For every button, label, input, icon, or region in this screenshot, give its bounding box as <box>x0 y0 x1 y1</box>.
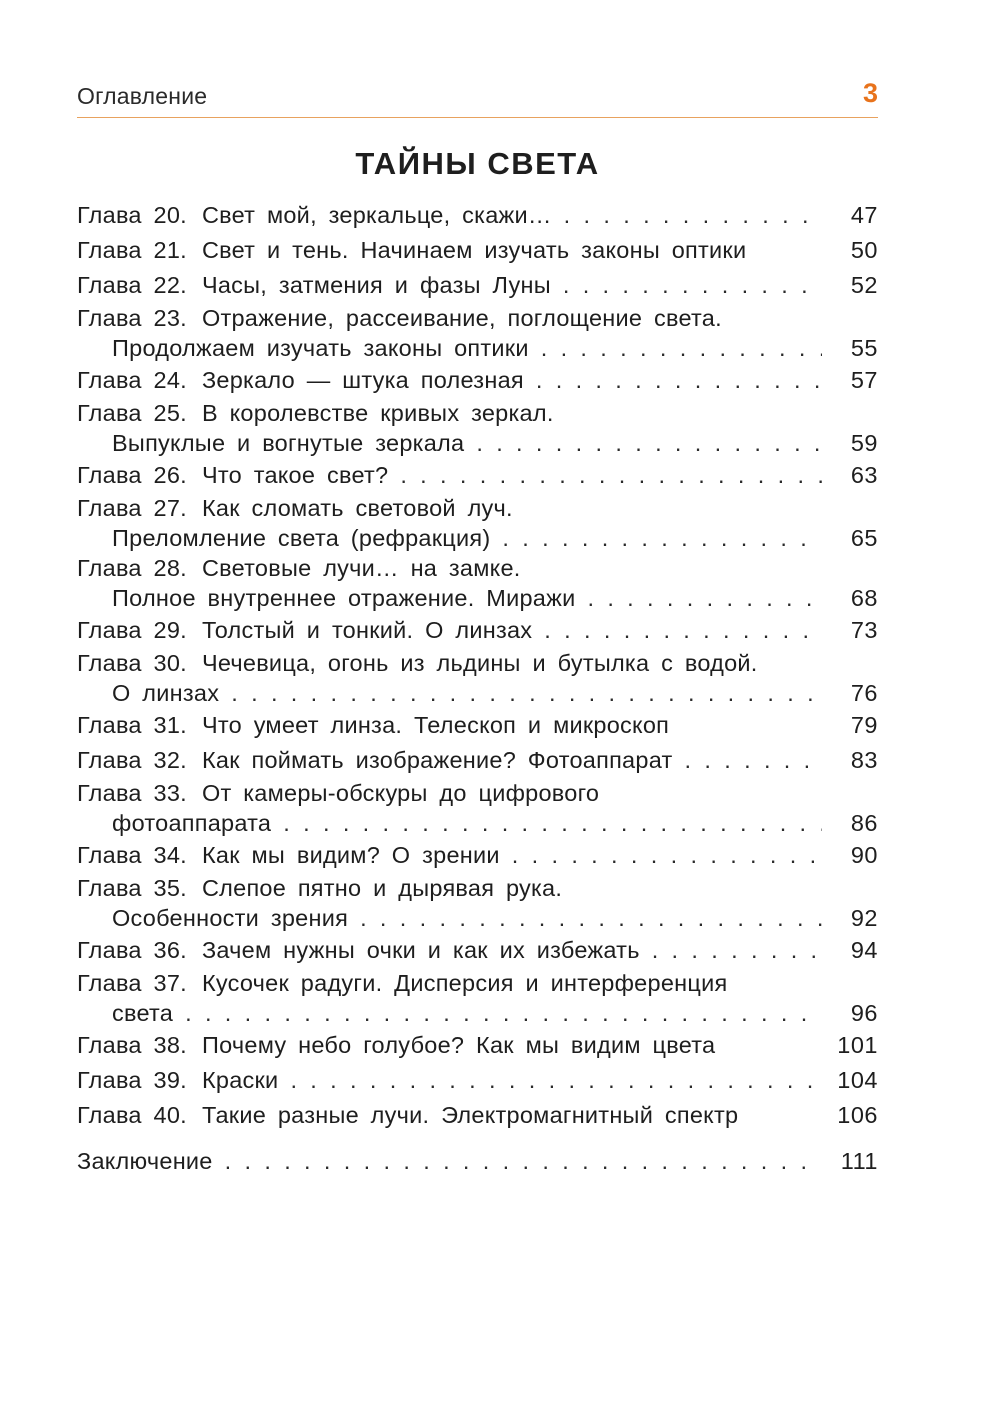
dot-leader <box>231 678 822 708</box>
page-number[interactable]: 86 <box>850 810 878 836</box>
chapter-title: света <box>112 1000 174 1026</box>
chapter-label: Глава 34. <box>77 842 187 868</box>
toc-entry-row <box>77 363 878 398</box>
page-number[interactable]: 65 <box>850 525 878 551</box>
chapter-title: О линзах <box>112 680 220 706</box>
toc-entry-row <box>77 1144 878 1179</box>
toc-entry-row <box>77 1028 878 1063</box>
chapter-label: Глава 28. <box>77 555 187 581</box>
toc-entry-row <box>77 233 878 268</box>
page-number[interactable]: 59 <box>850 430 878 456</box>
chapter-title: Как поймать изображение? Фотоаппарат <box>201 747 673 773</box>
toc-entry[interactable] <box>77 233 878 268</box>
chapter-title: Чечевица, огонь из льдины и бутылка с водой. <box>201 650 758 676</box>
toc-entry[interactable] <box>77 268 878 303</box>
dot-leader <box>564 198 822 233</box>
toc-entry-row <box>77 743 878 778</box>
toc-entry[interactable] <box>77 458 878 493</box>
chapter-label: Глава 39. <box>77 1067 187 1093</box>
conclusion-title: Заключение <box>77 1148 213 1174</box>
dot-leader <box>283 808 822 838</box>
chapter-title: Свет и тень. Начинаем изучать законы оптики <box>201 237 747 263</box>
chapter-title: Кусочек радуги. Дисперсия и интерференция <box>201 970 728 996</box>
dot-leader <box>685 743 822 778</box>
chapter-label: Глава 27. <box>77 495 187 521</box>
chapter-label: Глава 31. <box>77 712 187 738</box>
toc-entry[interactable] <box>77 933 878 968</box>
toc-entry[interactable] <box>77 1098 878 1133</box>
page-number[interactable]: 47 <box>850 202 878 228</box>
toc-entry-row <box>77 933 878 968</box>
toc-entry-conclusion[interactable] <box>77 1144 878 1179</box>
toc-entry[interactable] <box>77 1028 878 1063</box>
page-number[interactable]: 63 <box>850 462 878 488</box>
toc-entry-continuation <box>77 678 878 708</box>
toc-entry-row <box>77 553 878 583</box>
header-divider <box>77 117 878 118</box>
toc-entry-row <box>77 398 878 428</box>
toc-entry-continuation <box>77 903 878 933</box>
chapter-title: Как сломать световой луч. <box>201 495 513 521</box>
dot-leader <box>476 428 822 458</box>
toc-entry[interactable] <box>77 648 878 708</box>
dot-leader <box>544 613 822 648</box>
chapter-title: Часы, затмения и фазы Луны <box>201 272 551 298</box>
page-number[interactable]: 94 <box>850 937 878 963</box>
toc-entry[interactable] <box>77 1063 878 1098</box>
toc-entry-row <box>77 1063 878 1098</box>
toc-entry-continuation <box>77 428 878 458</box>
chapter-label: Глава 33. <box>77 780 187 806</box>
chapter-title: Выпуклые и вогнутые зеркала <box>112 430 465 456</box>
toc-entry-row <box>77 838 878 873</box>
chapter-label: Глава 40. <box>77 1102 187 1128</box>
chapter-label: Глава 32. <box>77 747 187 773</box>
page-number[interactable]: 92 <box>850 905 878 931</box>
chapter-title: Краски <box>201 1067 279 1093</box>
toc-entry-continuation <box>77 523 878 553</box>
chapter-title: фотоаппарата <box>112 810 272 836</box>
chapter-label: Глава 20. <box>77 202 187 228</box>
page-number[interactable]: 106 <box>837 1102 878 1128</box>
running-header-page-number: 3 <box>862 78 878 108</box>
toc-entry[interactable] <box>77 303 878 363</box>
chapter-label: Глава 37. <box>77 970 187 996</box>
chapter-title: Световые лучи… на замке. <box>201 555 521 581</box>
dot-leader <box>652 933 822 968</box>
chapter-label: Глава 35. <box>77 875 187 901</box>
chapter-label: Глава 22. <box>77 272 187 298</box>
chapter-title: Толстый и тонкий. О линзах <box>201 617 533 643</box>
toc-entry[interactable] <box>77 553 878 613</box>
page-number[interactable]: 96 <box>850 1000 878 1026</box>
toc-entry[interactable] <box>77 778 878 838</box>
chapter-title: Слепое пятно и дырявая рука. <box>201 875 563 901</box>
toc-entry-row <box>77 303 878 333</box>
running-header <box>77 78 878 116</box>
page-number[interactable]: 79 <box>850 712 878 738</box>
chapter-title: Полное внутреннее отражение. Миражи <box>112 585 576 611</box>
chapter-label: Глава 24. <box>77 367 187 393</box>
chapter-label: Глава 30. <box>77 650 187 676</box>
chapter-title: Что умеет линза. Телескоп и микроскоп <box>201 712 670 738</box>
toc-entry-row <box>77 198 878 233</box>
toc-entry-row <box>77 458 878 493</box>
chapter-label: Глава 29. <box>77 617 187 643</box>
chapter-title: Почему небо голубое? Как мы видим цвета <box>201 1032 716 1058</box>
page-number[interactable]: 55 <box>850 335 878 361</box>
toc-entry[interactable] <box>77 873 878 933</box>
chapter-title: Преломление света (рефракция) <box>112 525 491 551</box>
chapter-title: Свет мой, зеркальце, скажи… <box>201 202 552 228</box>
chapter-title: От камеры-обскуры до цифрового <box>201 780 600 806</box>
chapter-title: Продолжаем изучать законы оптики <box>112 335 529 361</box>
toc-entry[interactable] <box>77 743 878 778</box>
toc-entry-row <box>77 778 878 808</box>
dot-leader <box>360 903 822 933</box>
dot-leader <box>536 363 822 398</box>
toc-entry-row <box>77 968 878 998</box>
toc-entry-continuation <box>77 808 878 838</box>
chapter-label: Глава 38. <box>77 1032 187 1058</box>
toc-entry[interactable] <box>77 708 878 743</box>
toc-entry-row <box>77 613 878 648</box>
dot-leader <box>400 458 822 493</box>
toc-entry-row <box>77 493 878 523</box>
chapter-title: В королевстве кривых зеркал. <box>201 400 554 426</box>
toc-entry[interactable] <box>77 493 878 553</box>
toc-entry-continuation <box>77 998 878 1028</box>
chapter-label: Глава 25. <box>77 400 187 426</box>
page-number[interactable]: 52 <box>850 272 878 298</box>
page-number[interactable]: 73 <box>850 617 878 643</box>
page-number[interactable]: 90 <box>850 842 878 868</box>
page-number[interactable]: 50 <box>850 237 878 263</box>
table-of-contents <box>77 198 878 1179</box>
toc-entry-row <box>77 648 878 678</box>
chapter-label: Глава 23. <box>77 305 187 331</box>
toc-entry[interactable] <box>77 613 878 648</box>
toc-entry[interactable] <box>77 363 878 398</box>
dot-leader <box>225 1144 822 1179</box>
page-number[interactable]: 111 <box>840 1148 878 1174</box>
chapter-title: Как мы видим? О зрении <box>201 842 500 868</box>
toc-entry[interactable] <box>77 198 878 233</box>
page-number[interactable]: 83 <box>850 747 878 773</box>
toc-entry[interactable] <box>77 968 878 1028</box>
toc-entry-continuation <box>77 583 878 613</box>
toc-entry-row <box>77 873 878 903</box>
chapter-title: Что такое свет? <box>201 462 389 488</box>
dot-leader <box>512 838 822 873</box>
chapter-label: Глава 36. <box>77 937 187 963</box>
chapter-title: Зеркало — штука полезная <box>201 367 524 393</box>
running-header-title: Оглавление <box>77 83 208 109</box>
toc-entry[interactable] <box>77 838 878 873</box>
dot-leader <box>502 523 822 553</box>
page-number[interactable]: 101 <box>837 1032 878 1058</box>
toc-entry-continuation <box>77 333 878 363</box>
dot-leader <box>541 333 822 363</box>
toc-entry-row <box>77 1098 878 1133</box>
page-number[interactable]: 104 <box>837 1067 878 1093</box>
page-number[interactable]: 76 <box>850 680 878 706</box>
dot-leader <box>290 1063 822 1098</box>
chapter-label: Глава 26. <box>77 462 187 488</box>
toc-entry[interactable] <box>77 398 878 458</box>
chapter-title: Отражение, рассеивание, поглощение света. <box>201 305 722 331</box>
dot-leader <box>563 268 822 303</box>
page-number[interactable]: 68 <box>850 585 878 611</box>
chapter-title: Особенности зрения <box>112 905 349 931</box>
dot-leader <box>587 583 822 613</box>
chapter-label: Глава 21. <box>77 237 187 263</box>
toc-entry-row <box>77 268 878 303</box>
page-number[interactable]: 57 <box>850 367 878 393</box>
toc-entry-row <box>77 708 878 743</box>
dot-leader <box>185 998 822 1028</box>
chapter-title: Такие разные лучи. Электромагнитный спектр <box>201 1102 739 1128</box>
chapter-title: Зачем нужны очки и как их избежать <box>201 937 640 963</box>
section-title: ТАЙНЫ СВЕТА <box>355 146 600 181</box>
